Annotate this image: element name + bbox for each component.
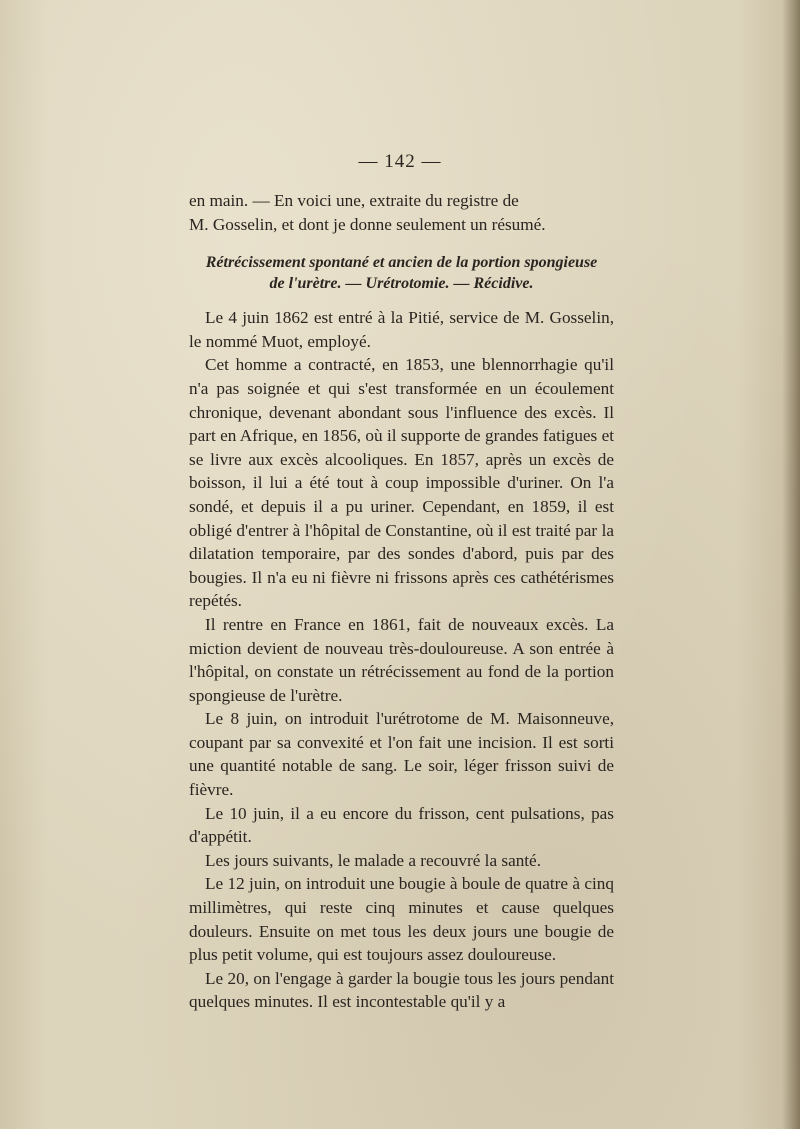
page-number: — 142 — [358,151,442,172]
paragraph: Il rentre en France en 1861, fait de nouveaux excès. La miction devient de nouveau très-douloureuse. A son entrée à l'hôpital, on constate un rétrécissement au fond de la portion spongieuse de l'urètre. [189,614,614,705]
paragraph: Cet homme a contracté, en 1853, une blennorrhagie qu'il n'a pas soignée et qui s'est transformée en un écoulement chronique, devenant abondant sous l'influence des excès. Il part en Afrique, en 1856, où il supporte de grandes fatigues et se livre aux excès alcooliques. En 1857, après un excès de boisson, il lui a été tout à coup impossible d'uriner. On l'a sondé, et depuis il a pu uriner. Cependant, en 1859, il est obligé d'entrer à l'hôpital de Constantine, où il est traité par la dilatation temporaire, par des sondes d'abord, puis par des bougies. Il n'a eu ni fièvre ni frissons après ces cathétérismes repétés. [189,355,614,611]
opening-line-2: M. Gosselin, et dont je donne seulement un résumé. [189,214,546,234]
paragraph: Les jours suivants, le malade a recouvré la santé. [205,850,541,870]
text-body [189,189,614,1014]
section-heading [189,252,614,294]
paragraph: Le 20, on l'engage à garder la bougie tous les jours pendant quelques minutes. Il est incontestable qu'il y a [189,968,614,1012]
paragraph: Le 12 juin, on introduit une bougie à boule de quatre à cinq millimètres, qui reste cinq minutes et cause quelques douleurs. Ensuite on met tous les deux jours une bougie de plus petit volume, qui est toujours assez douloureuse. [189,874,614,965]
paragraph: Le 4 juin 1862 est entré à la Pitié, service de M. Gosselin, le nommé Muot, employé. [189,308,614,351]
paragraph: Le 10 juin, il a eu encore du frisson, cent pulsations, pas d'appétit. [189,803,614,847]
opening-line-1: en main. — En voici une, extraite du registre de [189,191,519,210]
paragraph: Le 8 juin, on introduit l'urétrotome de M. Maisonneuve, coupant par sa convexité et l'on fait une incision. Il est sorti une quantité notable de sang. Le soir, léger frisson suivi de fièvre. [189,709,614,800]
heading-line-1: Rétrécissement spontané et ancien de la portion spongieuse [205,254,598,272]
heading-line-2: de l'urètre. — Urétrotomie. — Récidive. [269,275,534,293]
